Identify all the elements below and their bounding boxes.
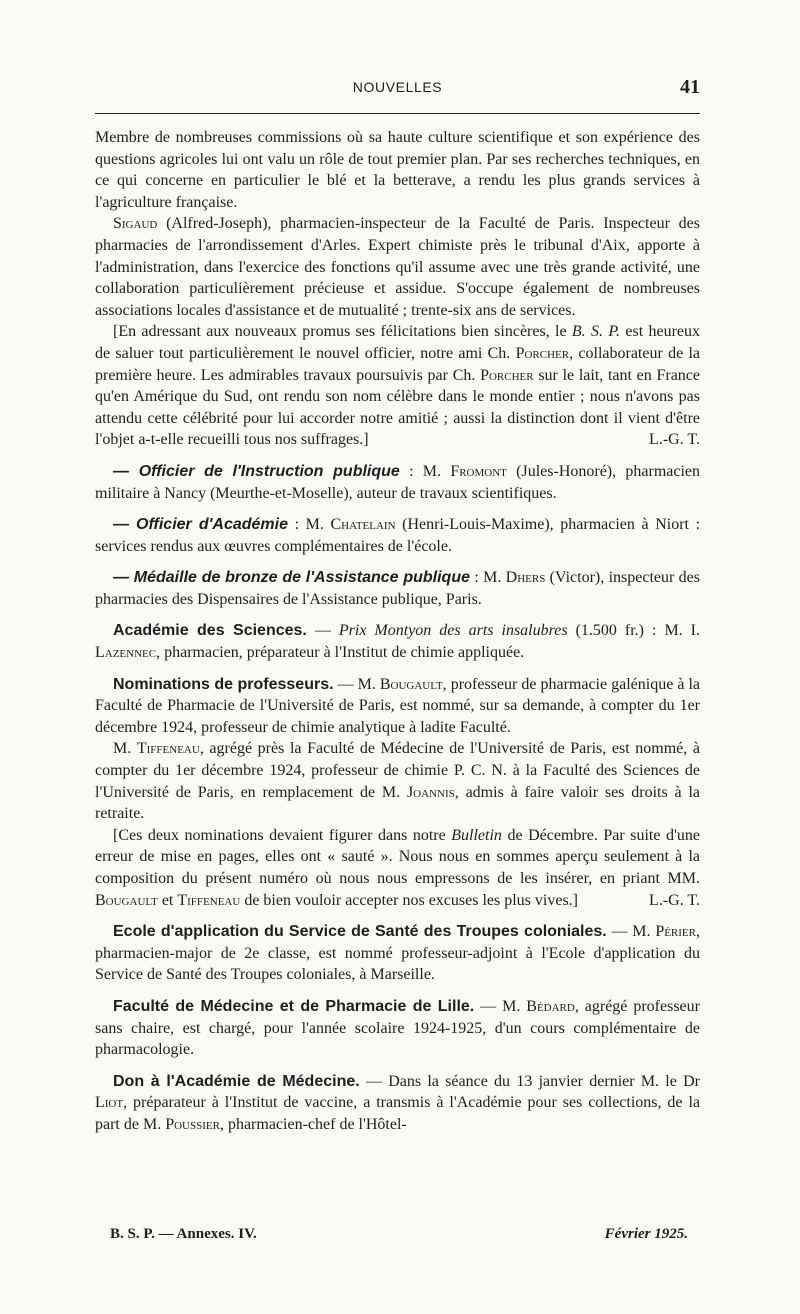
- section-heading: Académie des Sciences.: [113, 622, 307, 640]
- paragraph-academie-sciences: Académie des Sciences. — Prix Montyon des arts insalubres (1.500 fr.) : M. I. Lazennec, pharmacien, préparateur à l'Institut de chimie appliquée.: [95, 622, 700, 662]
- person-name: Bédard: [526, 997, 575, 1015]
- journal-name: Bulletin: [451, 826, 502, 844]
- journal-name: B. S. P.: [571, 323, 621, 341]
- section-heading: Ecole d'application du Service de Santé des Troupes coloniales.: [113, 923, 607, 941]
- page-header: [95, 76, 700, 102]
- signature: L.-G. T.: [649, 891, 700, 909]
- person-name: Chatelain: [330, 516, 396, 534]
- paragraph-faculte-lille: Faculté de Médecine et de Pharmacie de Lille. — M. Bédard, agrégé professeur sans chaire, est chargé, pour l'année scolaire 1924-1925, d'un cours complémentaire de pharmacologie.: [95, 997, 700, 1059]
- paragraph-nominations: Nominations de professeurs. — M. Bougault, professeur de pharmacie galénique à la Faculté de Pharmacie de l'Université de Paris, est nommé, sur sa demande, à compter du 1er décembre 1924, professeur de chimie analytique à ladite Faculté.: [95, 675, 701, 736]
- section-heading: Faculté de Médecine et de Pharmacie de Lille.: [113, 997, 475, 1015]
- person-name: Liot: [95, 1094, 124, 1112]
- person-name: Bougault: [95, 891, 158, 909]
- paragraph-ecole-application: Ecole d'application du Service de Santé des Troupes coloniales. — M. Périer, pharmacien-major de 2e classe, est nommé professeur-adjoint à l'Ecole d'application du Service de Santé des Troupes coloniales, à Marseille.: [95, 923, 700, 984]
- paragraph-sigaud: Sigaud (Alfred-Joseph), pharmacien-inspecteur de la Faculté de Paris. Inspecteur des pharmacies de l'arrondissement d'Arles. Expert chimiste près le tribunal d'Aix, apporte à l'administration, dans l'exercice des fonctions qu'il assume avec une très grande activité, une collaboration particulièrement précieuse et assidue. S'occupe également de nombreuses associations locales d'assistance et de mutualité ; trente-six ans de services.: [95, 215, 700, 319]
- paragraph-officier-academie: — Officier d'Académie : M. Chatelain (Henri-Louis-Maxime), pharmacien à Niort : services rendus aux œuvres complémentaires de l'école.: [95, 516, 701, 555]
- person-name: Sigaud: [113, 215, 158, 233]
- person-name: Tiffeneau: [136, 740, 200, 758]
- article-body: [95, 127, 700, 1136]
- person-name: Porcher: [480, 366, 534, 384]
- person-name: Dhers: [505, 569, 546, 587]
- award-title: — Médaille de bronze de l'Assistance publique: [113, 569, 470, 587]
- person-name: Fromont: [450, 462, 507, 480]
- paragraph-instruction-publique: — Officier de l'Instruction publique : M. Fromont (Jules-Honoré), pharmacien militaire à Nancy (Meurthe-et-Moselle), auteur de travaux scientifiques.: [95, 462, 701, 502]
- person-name: Lazennec: [95, 644, 157, 662]
- issue-date: Février 1925.: [604, 1226, 688, 1242]
- award-title: — Officier d'Académie: [113, 516, 288, 534]
- person-name: Poussier: [165, 1115, 220, 1133]
- page-number: 41: [680, 76, 700, 98]
- section-heading: Don à l'Académie de Médecine.: [113, 1072, 360, 1090]
- person-name: Bougault: [379, 675, 443, 693]
- person-name: Périer: [655, 923, 696, 941]
- paragraph-tiffeneau: M. Tiffeneau, agrégé près la Faculté de Médecine de l'Université de Paris, est nommé, à compter du 1er décembre 1924, professeur de chimie P. C. N. à la Faculté des Sciences de l'Université de Paris, en remplacement de M. Joannis, admis à faire valoir ses droits à la retraite.: [95, 740, 701, 823]
- paragraph-felicitations: [En adressant aux nouveaux promus ses félicitations bien sincères, le B. S. P. est heureux de saluer tout particulièrement le nouvel officier, notre ami Ch. Porcher, collaborateur de la première heure. Les admirables travaux poursuivis par Ch. Porcher sur le lait, tant en France qu'en Amérique du Sud, ont rendu son nom célèbre dans le monde entier ; nous n'avons pas attendu cette célébrité pour lui accorder notre amitié ; aussi la distinction dont il vient d'être l'objet a-t-elle recueilli tous nos suffrages.] L.-G. T.: [95, 321, 700, 451]
- paragraph-medaille-bronze: — Médaille de bronze de l'Assistance publique : M. Dhers (Victor), inspecteur des pharmacies des Dispensaires de l'Assistance publique, Paris.: [95, 569, 700, 608]
- prize-name: Prix Montyon des arts insalubres: [338, 622, 568, 640]
- person-name: Joannis: [406, 783, 455, 801]
- journal-reference: B. S. P. — Annexes. IV.: [110, 1226, 257, 1242]
- paragraph-erratum: [Ces deux nominations devaient figurer dans notre Bulletin de Décembre. Par suite d'une erreur de mise en pages, elles ont « sauté ». Nous nous en sommes aperçu seulement à la composition du présent numéro où nous nous empressons de les insérer, en priant MM. Bougault et Tiffeneau de bien vouloir accepter nos excuses les plus vives.] L.-G. T.: [95, 825, 700, 911]
- award-title: — Officier de l'Instruction publique: [113, 462, 400, 480]
- header-rule: [95, 113, 700, 114]
- paragraph-don-academie: Don à l'Académie de Médecine. — Dans la séance du 13 janvier dernier M. le Dr Liot, préparateur à l'Institut de vaccine, a transmis à l'Académie pour ses collections, de la part de M. Poussier, pharmacien-chef de l'Hôtel-: [95, 1072, 701, 1133]
- person-name: Porcher: [515, 344, 570, 362]
- running-title: NOUVELLES: [352, 79, 443, 95]
- section-heading: Nominations de professeurs.: [113, 675, 334, 693]
- paragraph-commissions: Membre de nombreuses commissions où sa haute culture scientifique et son expérience des questions agricoles lui ont valu un rôle de tout premier plan. Par ses recherches techniques, en ce qui concerne en particulier le blé et la betterave, a rendu les plus grands services à l'agriculture française.: [95, 129, 700, 211]
- person-name: Tiffeneau: [177, 891, 241, 909]
- signature: L.-G. T.: [649, 431, 700, 449]
